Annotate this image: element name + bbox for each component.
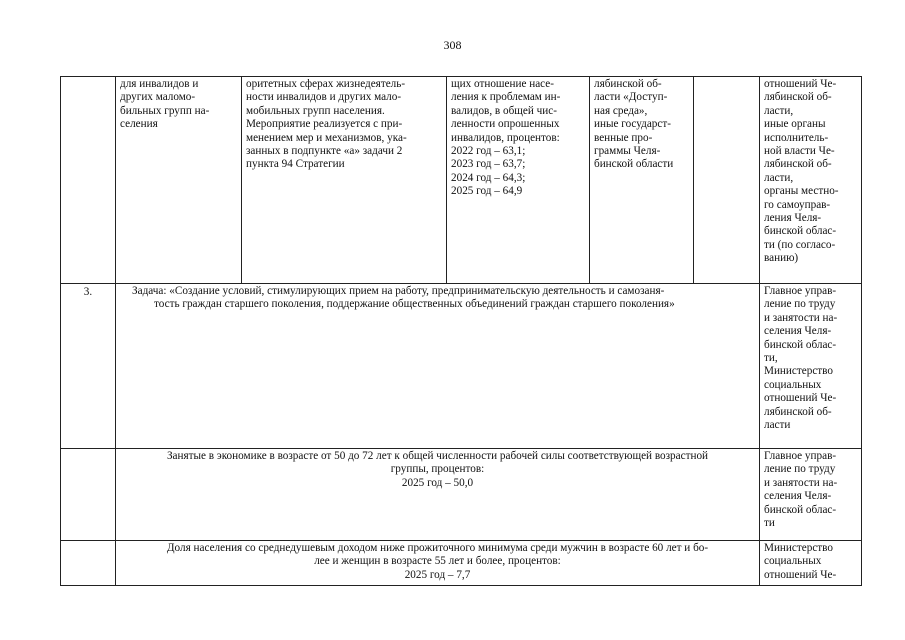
text-line: ления к проблемам ин- — [451, 91, 561, 104]
text-line: органы местно- — [764, 185, 839, 198]
text-line: занных в подпункте «а» задачи 2 — [246, 145, 403, 158]
text-line: отношений Че- — [764, 568, 837, 581]
text-line: ная среда», — [594, 104, 648, 117]
text-line: иные органы — [764, 118, 826, 131]
text-line: ности инвалидов и других мало- — [246, 91, 402, 104]
table-row-task — [61, 284, 862, 449]
text-line: бинской области — [594, 158, 674, 171]
text-line: ти — [764, 517, 775, 530]
text-line: селения Челя- — [764, 490, 832, 503]
text-line: ления Челя- — [764, 212, 822, 225]
text-line: селения — [120, 118, 158, 131]
text-line: Занятые в экономике в возрасте от 50 до 72 лет к общей численности рабочей силы соответствующей возрастной — [166, 450, 709, 462]
cell-responsible — [760, 449, 862, 541]
text-line: бинской облас- — [764, 338, 837, 351]
text-line: бинской облас- — [764, 503, 837, 516]
text-line: Задача: «Создание условий, стимулирующих прием на работу, предпринимательскую деятельность и самозаня- — [132, 285, 665, 297]
text-line: Доля населения со среднедушевым доходом ниже прожиточного минимума среди мужчин в возрасте 60 лет и бо- — [166, 542, 709, 554]
text-line: Главное управ- — [764, 450, 837, 462]
text-line: го самоуправ- — [764, 198, 831, 211]
text-line: других маломо- — [120, 91, 196, 104]
text-line: и занятости на- — [764, 311, 838, 324]
table-row-continuation — [61, 77, 862, 284]
text-line: отношений Че- — [764, 78, 837, 90]
cell-task-text — [116, 284, 760, 449]
text-line: ванию) — [764, 252, 799, 265]
text-line: лябинской об- — [764, 158, 832, 171]
text-line: лябинской об- — [594, 78, 662, 90]
text-line: оритетных сферах жизнедеятель- — [246, 78, 406, 90]
cell-program — [590, 77, 694, 284]
text-line: ласти, — [764, 104, 794, 117]
text-line: социальных — [764, 555, 822, 568]
text-line: иные государст- — [594, 118, 671, 131]
cell-responsible — [760, 284, 862, 449]
text-line: ление по труду — [764, 463, 836, 476]
text-line: 2025 год – 64,9 — [451, 185, 523, 198]
text-line: 2025 год – 7,7 — [404, 568, 471, 581]
cell-number — [61, 541, 116, 586]
text-line: Министерство — [764, 365, 833, 378]
text-line: 2025 год – 50,0 — [401, 476, 474, 489]
cell-responsible — [760, 541, 862, 586]
text-line: социальных — [764, 378, 822, 391]
text-line: 2022 год – 63,1; — [451, 145, 526, 158]
text-line: 2024 год – 64,3; — [451, 171, 526, 184]
cell-indicator-text — [116, 449, 760, 541]
text-line: ленности опрошенных — [451, 118, 560, 131]
text-line: Главное управ- — [764, 285, 837, 297]
text-line: лябинской об- — [764, 405, 832, 418]
text-line: тость граждан старшего поколения, поддержание общественных объединений граждан старшего поколения» — [154, 298, 675, 311]
text-line: группы, процентов: — [390, 463, 485, 476]
text-line: мобильных групп населения. — [246, 104, 385, 117]
measures-table — [60, 76, 862, 586]
text-line: ти (по согласо- — [764, 238, 836, 251]
cell-deadline — [694, 77, 760, 284]
cell-number: 3. — [61, 284, 116, 449]
text-line: ти, — [764, 352, 778, 365]
text-line: исполнитель- — [764, 131, 829, 144]
text-line: отношений Че- — [764, 392, 837, 405]
text-line: менением мер и механизмов, ука- — [246, 131, 407, 144]
cell-indicator-text — [116, 541, 760, 586]
text-line: щих отношение насе- — [451, 78, 554, 90]
cell-target-group — [116, 77, 242, 284]
cell-measure-description — [242, 77, 447, 284]
text-line: ление по труду — [764, 298, 836, 311]
text-line: бильных групп на- — [120, 104, 210, 117]
text-line: Министерство — [764, 542, 833, 554]
cell-indicator — [447, 77, 590, 284]
text-line: 2023 год – 63,7; — [451, 158, 526, 171]
cell-number — [61, 77, 116, 284]
text-line: бинской облас- — [764, 225, 837, 238]
text-line: пункта 94 Стратегии — [246, 158, 345, 171]
cell-number — [61, 449, 116, 541]
text-line: для инвалидов и — [120, 78, 199, 90]
table-row-indicator — [61, 541, 862, 586]
table-row-indicator — [61, 449, 862, 541]
text-line: граммы Челя- — [594, 145, 661, 158]
text-line: лее и женщин в возрасте 55 лет и более, процентов: — [314, 555, 561, 568]
text-line: валидов, в общей чис- — [451, 104, 557, 117]
text-line: ласти, — [764, 171, 794, 184]
text-line: ласти — [764, 419, 791, 432]
text-line: лябинской об- — [764, 91, 832, 104]
text-line: венные про- — [594, 131, 653, 144]
text-line: и занятости на- — [764, 476, 838, 489]
text-line: ласти «Доступ- — [594, 91, 668, 104]
text-line: инвалидов, процентов: — [451, 131, 560, 144]
text-line: селения Челя- — [764, 325, 832, 338]
text-line: ной власти Че- — [764, 145, 835, 158]
page-number: 308 — [443, 38, 462, 52]
cell-responsible — [760, 77, 862, 284]
text-line: Мероприятие реализуется с при- — [246, 118, 403, 131]
